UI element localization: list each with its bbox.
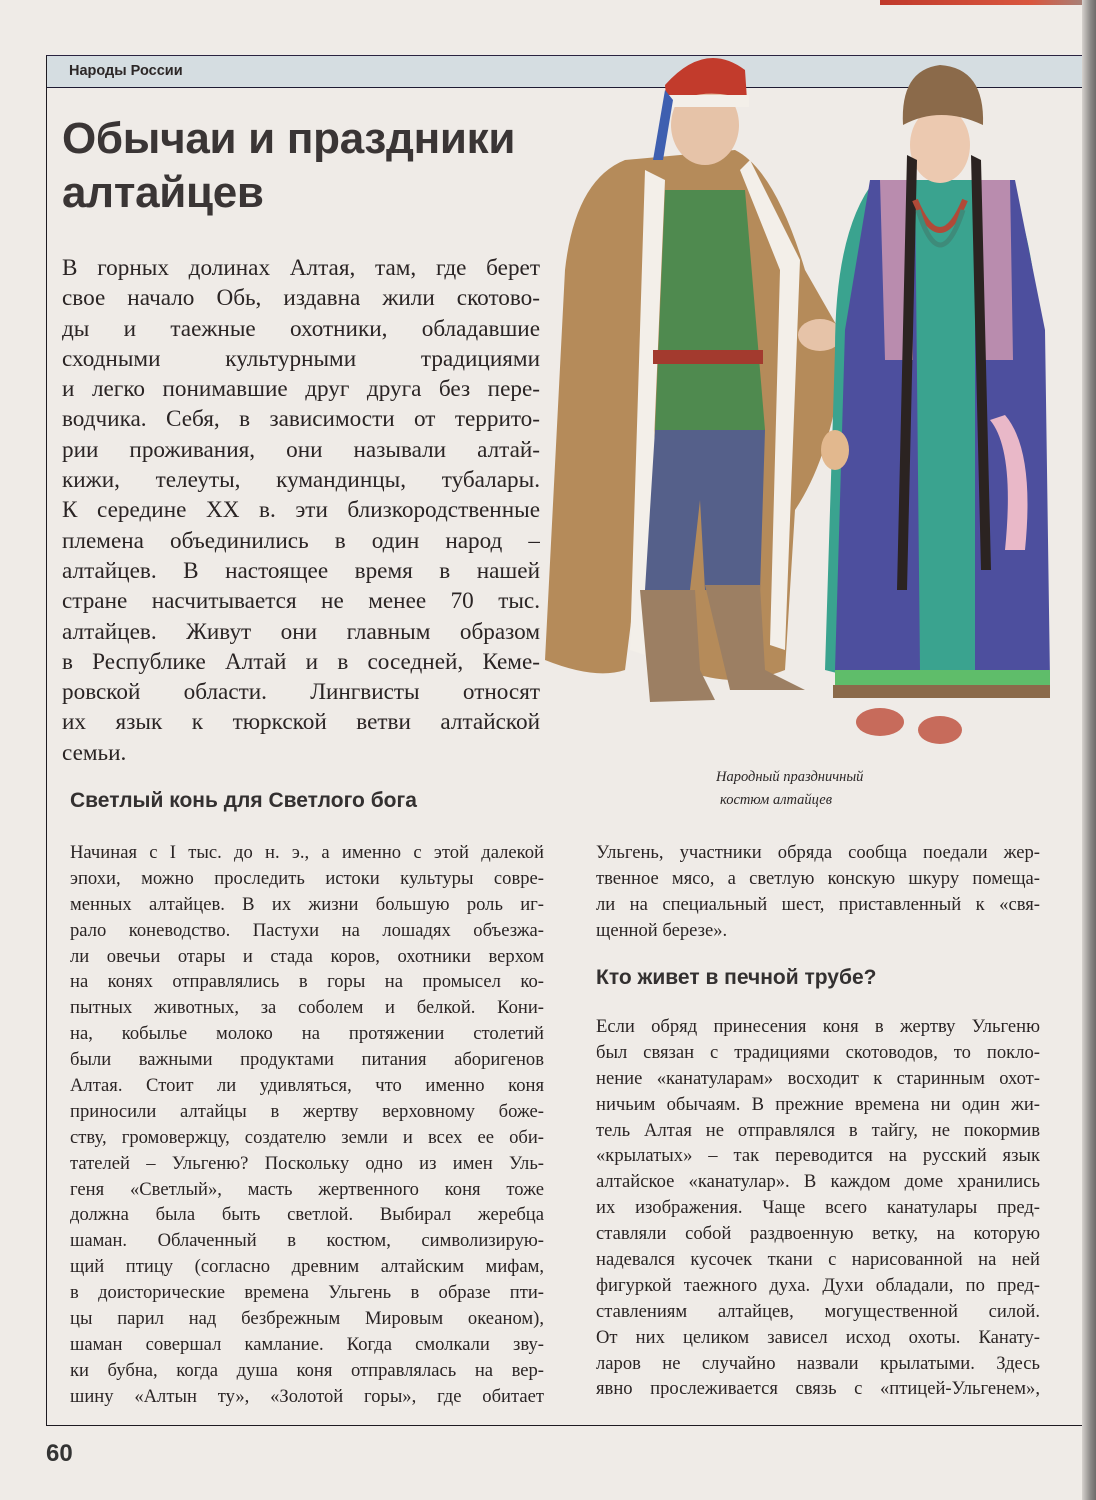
text-line: щий птицу (согласно древним алтайским мифам, [70,1256,544,1278]
section1-body [70,840,544,1410]
text-line: ли овечьи отары и стада коров, охотники верхом [70,945,544,967]
text-line: ды и таежные охотники, обладавшие [62,315,540,342]
text-line: сходными культурными традициями [62,345,540,372]
text-line: их язык к тюркской ветви алтайской [62,709,540,736]
text-line: стране насчитывается не менее 70 тыс. [62,588,540,615]
section-heading-chimney: Кто живет в печной трубе? [596,966,877,989]
woman-shoes [856,708,904,736]
text-line: ки бубна, когда душа коня отправлялась на вер- [70,1359,544,1381]
text-line: был связан с традициями скотоводов, то покло- [596,1041,1040,1063]
text-line: приносили алтайцы в жертву верховному боже- [70,1100,544,1122]
text-line: пытных животных, за соболем и белкой. Кони- [70,997,544,1019]
section1-continuation [596,840,1040,944]
text-line: явно прослеживается связь с «птицей-Ульгенем», [596,1378,1040,1400]
woman-hand [821,430,849,470]
text-line: менных алтайцев. В их жизни большую роль иг- [70,893,544,915]
page-title [62,112,515,220]
title-line: Обычаи и праздники [62,114,516,163]
text-line: ровской области. Лингвисты относят [62,679,540,706]
text-line: От них целиком зависел исход охоты. Канату- [596,1326,1040,1348]
text-line: твенное мясо, а светлую конскую шкуру помеща- [596,867,1040,889]
man-hat-fur [667,95,749,107]
text-line: шаман совершал камлание. Когда смолкали зву- [70,1333,544,1355]
text-line: на, кобылье молоко на протяжении столетий [70,1023,544,1045]
text-line: водчика. Себя, в зависимости от террито- [62,406,540,433]
text-line: алтайцев. Живут они главным образом [62,618,540,645]
woman-face [910,107,970,183]
page-number: 60 [46,1440,73,1467]
text-line: семьи. [62,739,127,766]
title-line: алтайцев [62,168,264,217]
text-line: кижи, телеуты, кумандинцы, тубалары. [62,467,540,494]
man-trousers [645,430,765,590]
text-line: В горных долинах Алтая, там, где берет [62,255,540,281]
text-line: эпохи, можно проследить истоки культуры совре- [70,867,544,889]
costume-illustration [535,30,1055,760]
text-line: были важными продуктами питания аборигенов [70,1049,544,1071]
illustration-caption [716,766,863,812]
text-line: Ульгень, участники обряда сообща поедали жер- [596,842,1040,863]
man-ribbons [653,90,673,160]
text-line: ставляли собой раздвоенную ветку, на которую [596,1223,1040,1245]
text-line: ларов не случайно назвали крылатыми. Здесь [596,1352,1040,1374]
text-line: ли на специальный шест, приставленный к «свя- [596,893,1040,915]
text-line: надевался кусочек ткани с нарисованной на ней [596,1249,1040,1271]
woman-fur-hem [833,685,1050,698]
page-edge-shadow [1082,0,1096,1500]
text-line: алтайцев. В настоящее время в нашей [62,557,540,584]
text-line: Если обряд принесения коня в жертву Ульгеню [596,1016,1040,1037]
caption-line: костюм алтайцев [720,792,832,808]
intro-paragraph [62,253,540,768]
text-line: цы парил над безбрежным Мировым океаном), [70,1308,544,1330]
text-line: К середине XX в. эти близкородственные [62,497,540,524]
text-line: алтайское «канатулар». В каждом доме хранились [596,1171,1040,1193]
text-line: щенной березе». [596,919,728,941]
section-label: Народы России [69,63,183,79]
text-line: рии проживания, они называли алтай- [62,436,540,463]
text-line: в доисторические времена Ульгень в образе пти- [70,1282,544,1304]
text-line: шаман. Облаченный в костюм, символизирую- [70,1230,544,1252]
woman-shoe-right [918,716,962,744]
page-top-edge-strip [880,0,1096,5]
text-line: ству, громовержцу, создателю земли и всех ее оби- [70,1126,544,1148]
text-line: «крылатых» – так переводится на русский язык [596,1145,1040,1167]
text-line: геня «Светлый», масть жертвенного коня тоже [70,1178,544,1200]
text-line: шину «Алтын ту», «Золотой горы», где обитает [70,1385,544,1407]
text-line: Начиная с I тыс. до н. э., а именно с этой далекой [70,842,544,863]
text-line: ничьим обычаям. В прежние времена ни один жи- [596,1093,1040,1115]
woman-figure [821,65,1050,744]
section-heading-light-horse: Светлый конь для Светлого бога [70,789,417,812]
text-line: на конях отправлялись в горы на промысел ко- [70,971,544,993]
text-line: Алтая. Стоит ли удивляться, что именно коня [70,1075,544,1097]
text-line: должна была быть светлой. Выбирал жеребца [70,1204,544,1226]
text-line: тель Алтая не отправлялся в тайгу, не покормив [596,1119,1040,1141]
man-figure [545,58,845,702]
text-line: и легко понимавшие друг друга без пере- [62,376,540,403]
caption-line: Народный праздничный [716,769,864,785]
text-line: тателей – Ульгеню? Поскольку одно из имен Уль- [70,1152,544,1174]
text-line: нение «канатуларам» восходит к старинным охот- [596,1067,1040,1089]
section2-body [596,1014,1040,1402]
text-line: рало коневодство. Пастухи на лошадях объезжа- [70,919,544,941]
text-line: их изображения. Чаще всего канатулары пред- [596,1197,1040,1219]
man-belt [653,350,763,364]
text-line: фигуркой таежного духа. Духи обладали, по пред- [596,1274,1040,1296]
text-line: в Республике Алтай и в соседней, Кеме- [62,648,540,675]
text-line: племена объединились в один народ – [62,527,540,554]
text-line: свое начало Обь, издавна жили скотово- [62,285,540,312]
text-line: ставлениям алтайцев, могущественной силой. [596,1300,1040,1322]
